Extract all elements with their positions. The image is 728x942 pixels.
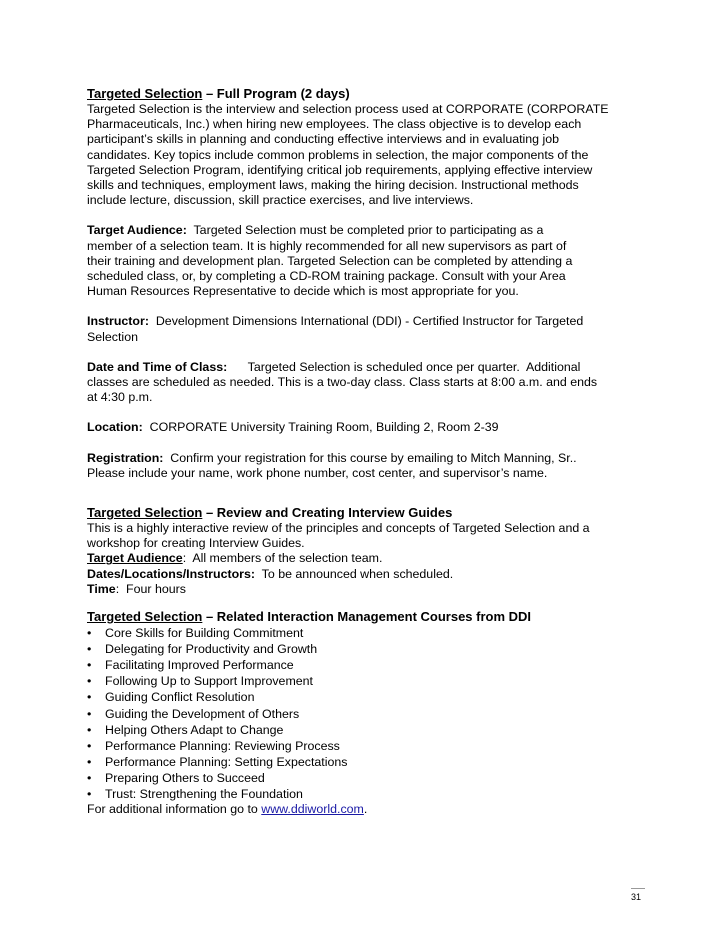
course-name: Trust: Strengthening the Foundation [105, 787, 303, 802]
course-name: Performance Planning: Setting Expectations [105, 754, 348, 769]
instructor-label: Instructor: [87, 314, 149, 329]
registration-block [87, 451, 647, 481]
list-item [87, 754, 647, 770]
instructor-text: Development Dimensions International (DDI) - Certified Instructor for Targeted [148, 314, 584, 329]
description-line: candidates. Key topics include common problems in selection, the major components of the [87, 147, 589, 162]
list-item [87, 706, 647, 722]
course-name: Performance Planning: Reviewing Process [105, 738, 340, 753]
review-description-line: workshop for creating Interview Guides. [87, 536, 305, 551]
review-audience [87, 551, 647, 566]
location-block [87, 420, 647, 435]
course-name: Facilitating Improved Performance [105, 658, 294, 673]
ddiworld-link[interactable]: www.ddiworld.com [261, 802, 364, 817]
review-audience-label: Target Audience [87, 551, 183, 566]
section-title-review [87, 505, 647, 521]
review-time-text: : Four hours [115, 581, 186, 596]
more-info-line [87, 802, 647, 817]
list-item [87, 689, 647, 705]
location-text: CORPORATE University Training Room, Building 2, Room 2-39 [142, 420, 499, 435]
instructor-block [87, 314, 647, 344]
bullet-icon: • [87, 722, 92, 737]
registration-label: Registration: [87, 450, 164, 465]
list-item [87, 657, 647, 673]
bullet-icon: • [87, 674, 92, 689]
description-line: Targeted Selection is the interview and selection process used at CORPORATE (CORPORATE [87, 102, 609, 116]
page-number: 31 [631, 888, 645, 903]
registration-text: Confirm your registration for this course by emailing to Mitch Manning, Sr.. [163, 450, 577, 465]
full-program-description [87, 102, 647, 208]
section-title-rest: – Full Program (2 days) [202, 86, 350, 101]
target-audience-line: their training and development plan. Targeted Selection can be completed by attending a [87, 253, 573, 268]
section-title-underlined: Targeted Selection [87, 86, 203, 101]
section-title-full-program [87, 86, 647, 102]
document-page [87, 86, 647, 817]
date-time-block [87, 360, 647, 406]
list-item [87, 641, 647, 657]
list-item [87, 625, 647, 641]
course-name: Preparing Others to Succeed [105, 770, 265, 785]
description-line: Targeted Selection Program, identifying critical job requirements, applying effective interview [87, 162, 593, 177]
bullet-icon: • [87, 690, 92, 705]
bullet-icon: • [87, 787, 92, 802]
list-item [87, 673, 647, 689]
bullet-icon: • [87, 754, 92, 769]
date-time-line: at 4:30 p.m. [87, 390, 153, 405]
review-audience-text: : All members of the selection team. [182, 551, 383, 566]
course-name: Following Up to Support Improvement [105, 674, 313, 689]
target-audience-text: Targeted Selection must be completed prior to participating as a [186, 223, 544, 238]
course-name: Guiding the Development of Others [105, 706, 300, 721]
list-item [87, 722, 647, 738]
list-item [87, 738, 647, 754]
review-dates-label: Dates/Locations/Instructors: [87, 566, 255, 581]
list-item [87, 770, 647, 786]
course-list [87, 625, 647, 802]
description-line: skills and techniques, employment laws, making the hiring decision. Instructional methods [87, 178, 579, 193]
review-dates-text: To be announced when scheduled. [255, 566, 454, 581]
target-audience-line: Human Resources Representative to decide which is most appropriate for you. [87, 284, 519, 299]
target-audience-label: Target Audience: [87, 223, 187, 238]
date-time-text: Targeted Selection is scheduled once per quarter. Additional [227, 359, 581, 374]
registration-line: Please include your name, work phone number, cost center, and supervisor’s name. [87, 465, 548, 480]
list-item [87, 786, 647, 802]
review-dates [87, 567, 647, 582]
bullet-icon: • [87, 626, 92, 641]
target-audience-line: scheduled class, or, by completing a CD-ROM training package. Consult with your Area [87, 269, 566, 284]
course-name: Helping Others Adapt to Change [105, 722, 284, 737]
instructor-line: Selection [87, 329, 138, 344]
bullet-icon: • [87, 706, 92, 721]
course-name: Guiding Conflict Resolution [105, 690, 255, 705]
date-time-label: Date and Time of Class: [87, 359, 228, 374]
course-name: Delegating for Productivity and Growth [105, 642, 318, 657]
description-line: participant’s skills in planning and conducting effective interviews and in evaluating job [87, 132, 560, 147]
section-title-underlined: Targeted Selection [87, 505, 203, 521]
target-audience-line: member of a selection team. It is highly recommended for all new supervisors as part of [87, 238, 567, 253]
target-audience-block [87, 223, 647, 299]
bullet-icon: • [87, 658, 92, 673]
bullet-icon: • [87, 642, 92, 657]
review-time-label: Time [87, 581, 116, 596]
description-line: include lecture, discussion, skill practice exercises, and live interviews. [87, 193, 474, 208]
more-info-suffix: . [363, 802, 368, 817]
section-title-related-courses [87, 609, 647, 625]
bullet-icon: • [87, 738, 92, 753]
location-label: Location: [87, 420, 143, 435]
course-name: Core Skills for Building Commitment [105, 626, 304, 641]
bullet-icon: • [87, 770, 92, 785]
section-title-rest: – Review and Creating Interview Guides [202, 505, 453, 521]
more-info-prefix: For additional information go to [87, 802, 262, 817]
section-title-underlined: Targeted Selection [87, 609, 203, 625]
section-title-rest: – Related Interaction Management Courses from DDI [202, 609, 532, 625]
review-description-line: This is a highly interactive review of the principles and concepts of Targeted Selection and a [87, 521, 590, 536]
date-time-line: classes are scheduled as needed. This is a two-day class. Class starts at 8:00 a.m. and ends [87, 375, 598, 390]
review-time [87, 582, 647, 597]
description-line: Pharmaceuticals, Inc.) when hiring new employees. The class objective is to develop each [87, 117, 582, 132]
